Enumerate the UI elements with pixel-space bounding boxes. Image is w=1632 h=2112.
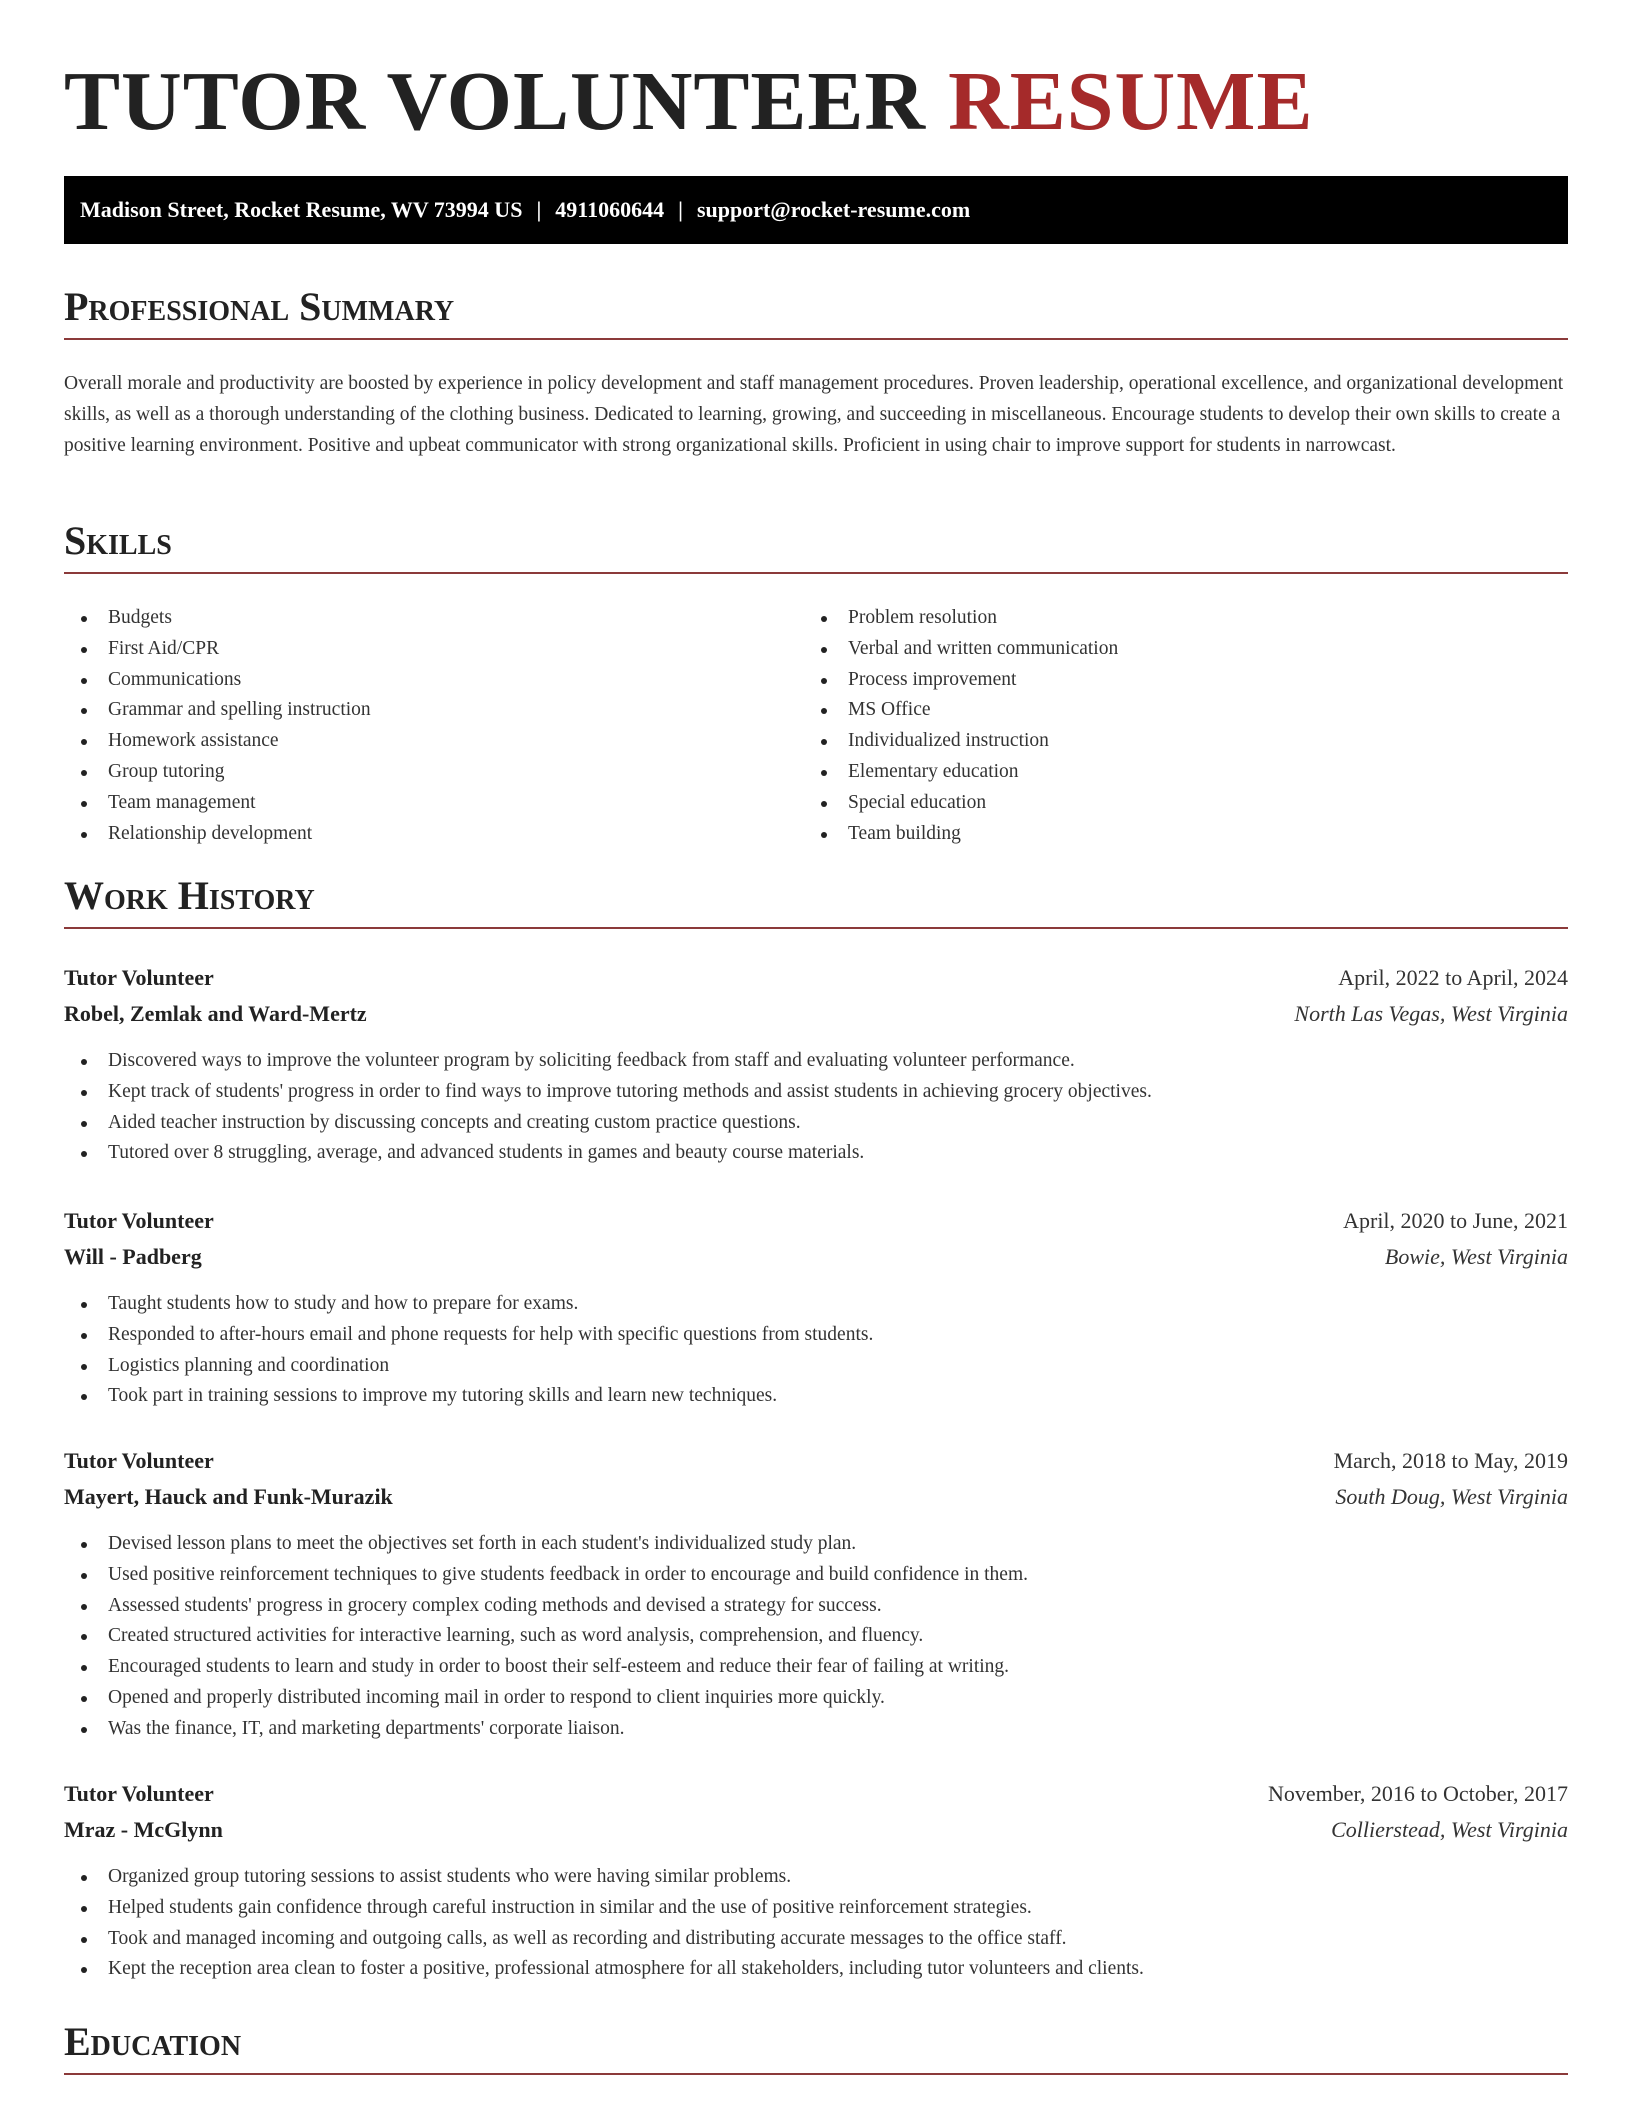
job-bullet: Kept the reception area clean to foster a positive, professional atmosphere for all stakeholders, including tutor volunteers and clients.: [64, 1954, 1568, 1985]
job-bullet: Took and managed incoming and outgoing calls, as well as recording and distributing accurate messages to the office staff.: [64, 1924, 1568, 1955]
skill-item: Budgets: [64, 603, 804, 634]
job-bullet: Aided teacher instruction by discussing concepts and creating custom practice questions.: [64, 1108, 1568, 1139]
job-company-row: [64, 1479, 1568, 1515]
job-bullet: Tutored over 8 struggling, average, and advanced students in games and beauty course materials.: [64, 1138, 1568, 1169]
job-bullet: Helped students gain confidence through careful instruction in similar and the use of positive reinforcement strategies.: [64, 1893, 1568, 1924]
job-location: Bowie, West Virginia: [1384, 1244, 1568, 1269]
job-entry: [64, 1776, 1568, 1985]
work-history-heading: Work History: [64, 871, 1568, 929]
skill-item: Homework assistance: [64, 726, 804, 757]
job-bullet: Encouraged students to learn and study in order to boost their self-esteem and reduce their fear of failing at writing.: [64, 1652, 1568, 1683]
education-heading: Education: [64, 2017, 1568, 2075]
skills-list-left: [64, 603, 804, 849]
summary-text: Overall morale and productivity are boosted by experience in policy development and staff management procedures. Proven leadership, operational excellence, and organizational development skills, as well as a thorough understanding of the clothing business. Dedicated to learning, growing, and succeeding in miscellaneous. Encourage students to develop their own skills to create a positive learning environment. Positive and upbeat communicator with strong organizational skills. Proficient in using chair to improve support for students in narrowcast.: [64, 373, 1564, 456]
job-title: Tutor Volunteer: [64, 1208, 214, 1233]
job-location: South Doug, West Virginia: [1335, 1484, 1568, 1509]
skill-item: Problem resolution: [804, 603, 1544, 634]
job-company-row: [64, 1812, 1568, 1848]
skill-item: Relationship development: [64, 819, 804, 850]
title-accent: RESUME: [948, 55, 1314, 148]
job-location: North Las Vegas, West Virginia: [1294, 1001, 1568, 1026]
job-bullet: Kept track of students' progress in order to find ways to improve tutoring methods and assist students in achieving grocery objectives.: [64, 1077, 1568, 1108]
skill-item: Process improvement: [804, 665, 1544, 696]
job-bullet: Responded to after-hours email and phone requests for help with specific questions from students.: [64, 1320, 1568, 1351]
job-dates: April, 2022 to April, 2024: [1338, 965, 1568, 990]
summary-heading: Professional Summary: [64, 282, 1568, 340]
skill-item: Group tutoring: [64, 757, 804, 788]
contact-address: Madison Street, Rocket Resume, WV 73994 US: [80, 197, 523, 222]
job-bullet: Organized group tutoring sessions to assist students who were having similar problems.: [64, 1862, 1568, 1893]
job-bullets: [64, 1289, 1568, 1412]
job-company-row: [64, 1239, 1568, 1275]
job-header-row: [64, 960, 1568, 996]
job-entry: [64, 960, 1568, 1169]
title-main: TUTOR VOLUNTEER: [64, 55, 927, 148]
job-bullet: Devised lesson plans to meet the objectives set forth in each student's individualized study plan.: [64, 1529, 1568, 1560]
job-bullets: [64, 1046, 1568, 1169]
skill-item: Team building: [804, 819, 1544, 850]
job-company: Will - Padberg: [64, 1244, 202, 1269]
skill-item: Individualized instruction: [804, 726, 1544, 757]
skills-heading: Skills: [64, 516, 1568, 574]
job-bullet: Discovered ways to improve the volunteer program by soliciting feedback from staff and evaluating volunteer performance.: [64, 1046, 1568, 1077]
job-company: Mraz - McGlynn: [64, 1817, 223, 1842]
job-header-row: [64, 1776, 1568, 1812]
skill-item: MS Office: [804, 695, 1544, 726]
job-bullet: Logistics planning and coordination: [64, 1351, 1568, 1382]
skill-item: Communications: [64, 665, 804, 696]
job-dates: November, 2016 to October, 2017: [1267, 1781, 1568, 1806]
contact-phone: 4911060644: [555, 197, 665, 222]
job-title: Tutor Volunteer: [64, 1448, 214, 1473]
skill-item: Team management: [64, 788, 804, 819]
job-header-row: [64, 1443, 1568, 1479]
skill-item: First Aid/CPR: [64, 634, 804, 665]
job-company: Mayert, Hauck and Funk-Murazik: [64, 1484, 393, 1509]
skill-item: Verbal and written communication: [804, 634, 1544, 665]
job-bullet: Created structured activities for interactive learning, such as word analysis, comprehension, and fluency.: [64, 1621, 1568, 1652]
job-bullet: Used positive reinforcement techniques to give students feedback in order to encourage and build confidence in them.: [64, 1560, 1568, 1591]
job-company-row: [64, 996, 1568, 1032]
job-entry: [64, 1203, 1568, 1412]
job-header-row: [64, 1203, 1568, 1239]
job-dates: March, 2018 to May, 2019: [1333, 1448, 1568, 1473]
job-bullet: Was the finance, IT, and marketing departments' corporate liaison.: [64, 1714, 1568, 1745]
job-bullet: Opened and properly distributed incoming mail in order to respond to client inquiries more quickly.: [64, 1683, 1568, 1714]
job-title: Tutor Volunteer: [64, 965, 214, 990]
contact-separator: |: [536, 197, 542, 222]
job-bullet: Taught students how to study and how to prepare for exams.: [64, 1289, 1568, 1320]
skill-item: Elementary education: [804, 757, 1544, 788]
skills-list-right: [804, 603, 1544, 849]
job-title: Tutor Volunteer: [64, 1781, 214, 1806]
contact-email: support@rocket-resume.com: [696, 197, 971, 222]
contact-separator: |: [678, 197, 683, 222]
contact-bar: [64, 176, 1568, 244]
job-entry: [64, 1443, 1568, 1745]
job-bullet: Took part in training sessions to improve my tutoring skills and learn new techniques.: [64, 1381, 1568, 1412]
skill-item: Special education: [804, 788, 1544, 819]
skill-item: Grammar and spelling instruction: [64, 695, 804, 726]
job-bullets: [64, 1862, 1568, 1985]
resume-title: [64, 52, 1314, 152]
job-location: Collierstead, West Virginia: [1331, 1817, 1568, 1842]
job-company: Robel, Zemlak and Ward-Mertz: [64, 1001, 367, 1026]
job-bullets: [64, 1529, 1568, 1745]
job-dates: April, 2020 to June, 2021: [1343, 1208, 1568, 1233]
job-bullet: Assessed students' progress in grocery complex coding methods and devised a strategy for success.: [64, 1591, 1568, 1622]
